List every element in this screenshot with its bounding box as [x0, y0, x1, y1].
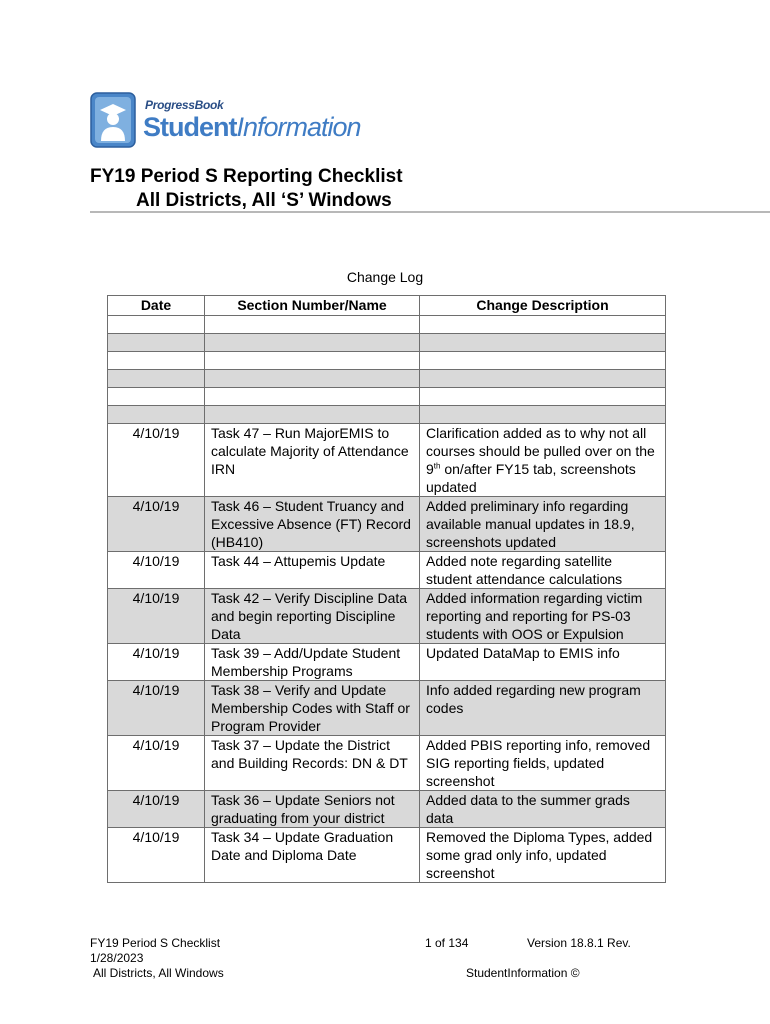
row-section: Task 39 – Add/Update Student Membership Programs [205, 644, 420, 681]
student-icon [90, 92, 136, 148]
row-date: 4/10/19 [108, 736, 205, 791]
row-section: Task 42 – Verify Discipline Data and begin reporting Discipline Data [205, 589, 420, 644]
row-description: Added PBIS reporting info, removed SIG reporting fields, updated screenshot [420, 736, 666, 791]
row-description: Added data to the summer grads data [420, 791, 666, 828]
row-section: Task 47 – Run MajorEMIS to calculate Majority of Attendance IRN [205, 424, 420, 497]
row-description: Clarification added as to why not all courses should be pulled over on the 9th on/after FY15 tab, screenshots updated [420, 424, 666, 497]
table-row [108, 552, 666, 589]
row-date: 4/10/19 [108, 424, 205, 497]
footer-version: Version 18.8.1 Rev. [527, 936, 631, 950]
footer-page-number: 1 of 134 [425, 936, 469, 950]
row-section: Task 36 – Update Seniors not graduating from your district [205, 791, 420, 828]
progressbook-logo [90, 92, 361, 152]
change-log-caption: Change Log [346, 269, 424, 285]
row-date: 4/10/19 [108, 681, 205, 736]
row-date: 4/10/19 [108, 644, 205, 681]
empty-row [108, 334, 666, 352]
row-description: Info added regarding new program codes [420, 681, 666, 736]
table-row [108, 589, 666, 644]
table-row [108, 828, 666, 883]
row-section: Task 38 – Verify and Update Membership Codes with Staff or Program Provider [205, 681, 420, 736]
empty-row [108, 316, 666, 334]
footer-scope: All Districts, All Windows [93, 966, 224, 980]
row-description: Added information regarding victim reporting and reporting for PS-03 students with OOS or Expulsion [420, 589, 666, 644]
row-date: 4/10/19 [108, 791, 205, 828]
table-row [108, 497, 666, 552]
footer-date: 1/28/2023 [90, 951, 144, 965]
change-log-header-row [108, 296, 666, 316]
row-date: 4/10/19 [108, 589, 205, 644]
table-row [108, 681, 666, 736]
row-date: 4/10/19 [108, 828, 205, 883]
table-row [108, 791, 666, 828]
row-description: Removed the Diploma Types, added some grad only info, updated screenshot [420, 828, 666, 883]
document-title: FY19 Period S Reporting Checklist [90, 166, 403, 187]
row-description: Updated DataMap to EMIS info [420, 644, 666, 681]
row-description: Added preliminary info regarding available manual updates in 18.9, screenshots updated [420, 497, 666, 552]
table-row [108, 736, 666, 791]
row-section: Task 46 – Student Truancy and Excessive Absence (FT) Record (HB410) [205, 497, 420, 552]
row-section: Task 44 – Attupemis Update [205, 552, 420, 589]
change-log-table [107, 295, 666, 883]
table-row [108, 424, 666, 497]
header-date: Date [108, 296, 205, 316]
row-date: 4/10/19 [108, 497, 205, 552]
title-divider [90, 211, 770, 213]
row-section: Task 37 – Update the District and Building Records: DN & DT [205, 736, 420, 791]
empty-row [108, 406, 666, 424]
header-section: Section Number/Name [205, 296, 420, 316]
empty-row [108, 352, 666, 370]
logo-brand-text: ProgressBook [145, 98, 224, 112]
document-subtitle: All Districts, All ‘S’ Windows [136, 190, 392, 211]
footer-doc-name: FY19 Period S Checklist [90, 936, 221, 950]
logo-product-text: StudentInformation [143, 112, 361, 142]
header-description: Change Description [420, 296, 666, 316]
empty-row [108, 388, 666, 406]
row-section: Task 34 – Update Graduation Date and Diploma Date [205, 828, 420, 883]
row-date: 4/10/19 [108, 552, 205, 589]
row-description: Added note regarding satellite student attendance calculations [420, 552, 666, 589]
table-row [108, 644, 666, 681]
footer-copyright: StudentInformation © [466, 966, 580, 980]
empty-row [108, 370, 666, 388]
